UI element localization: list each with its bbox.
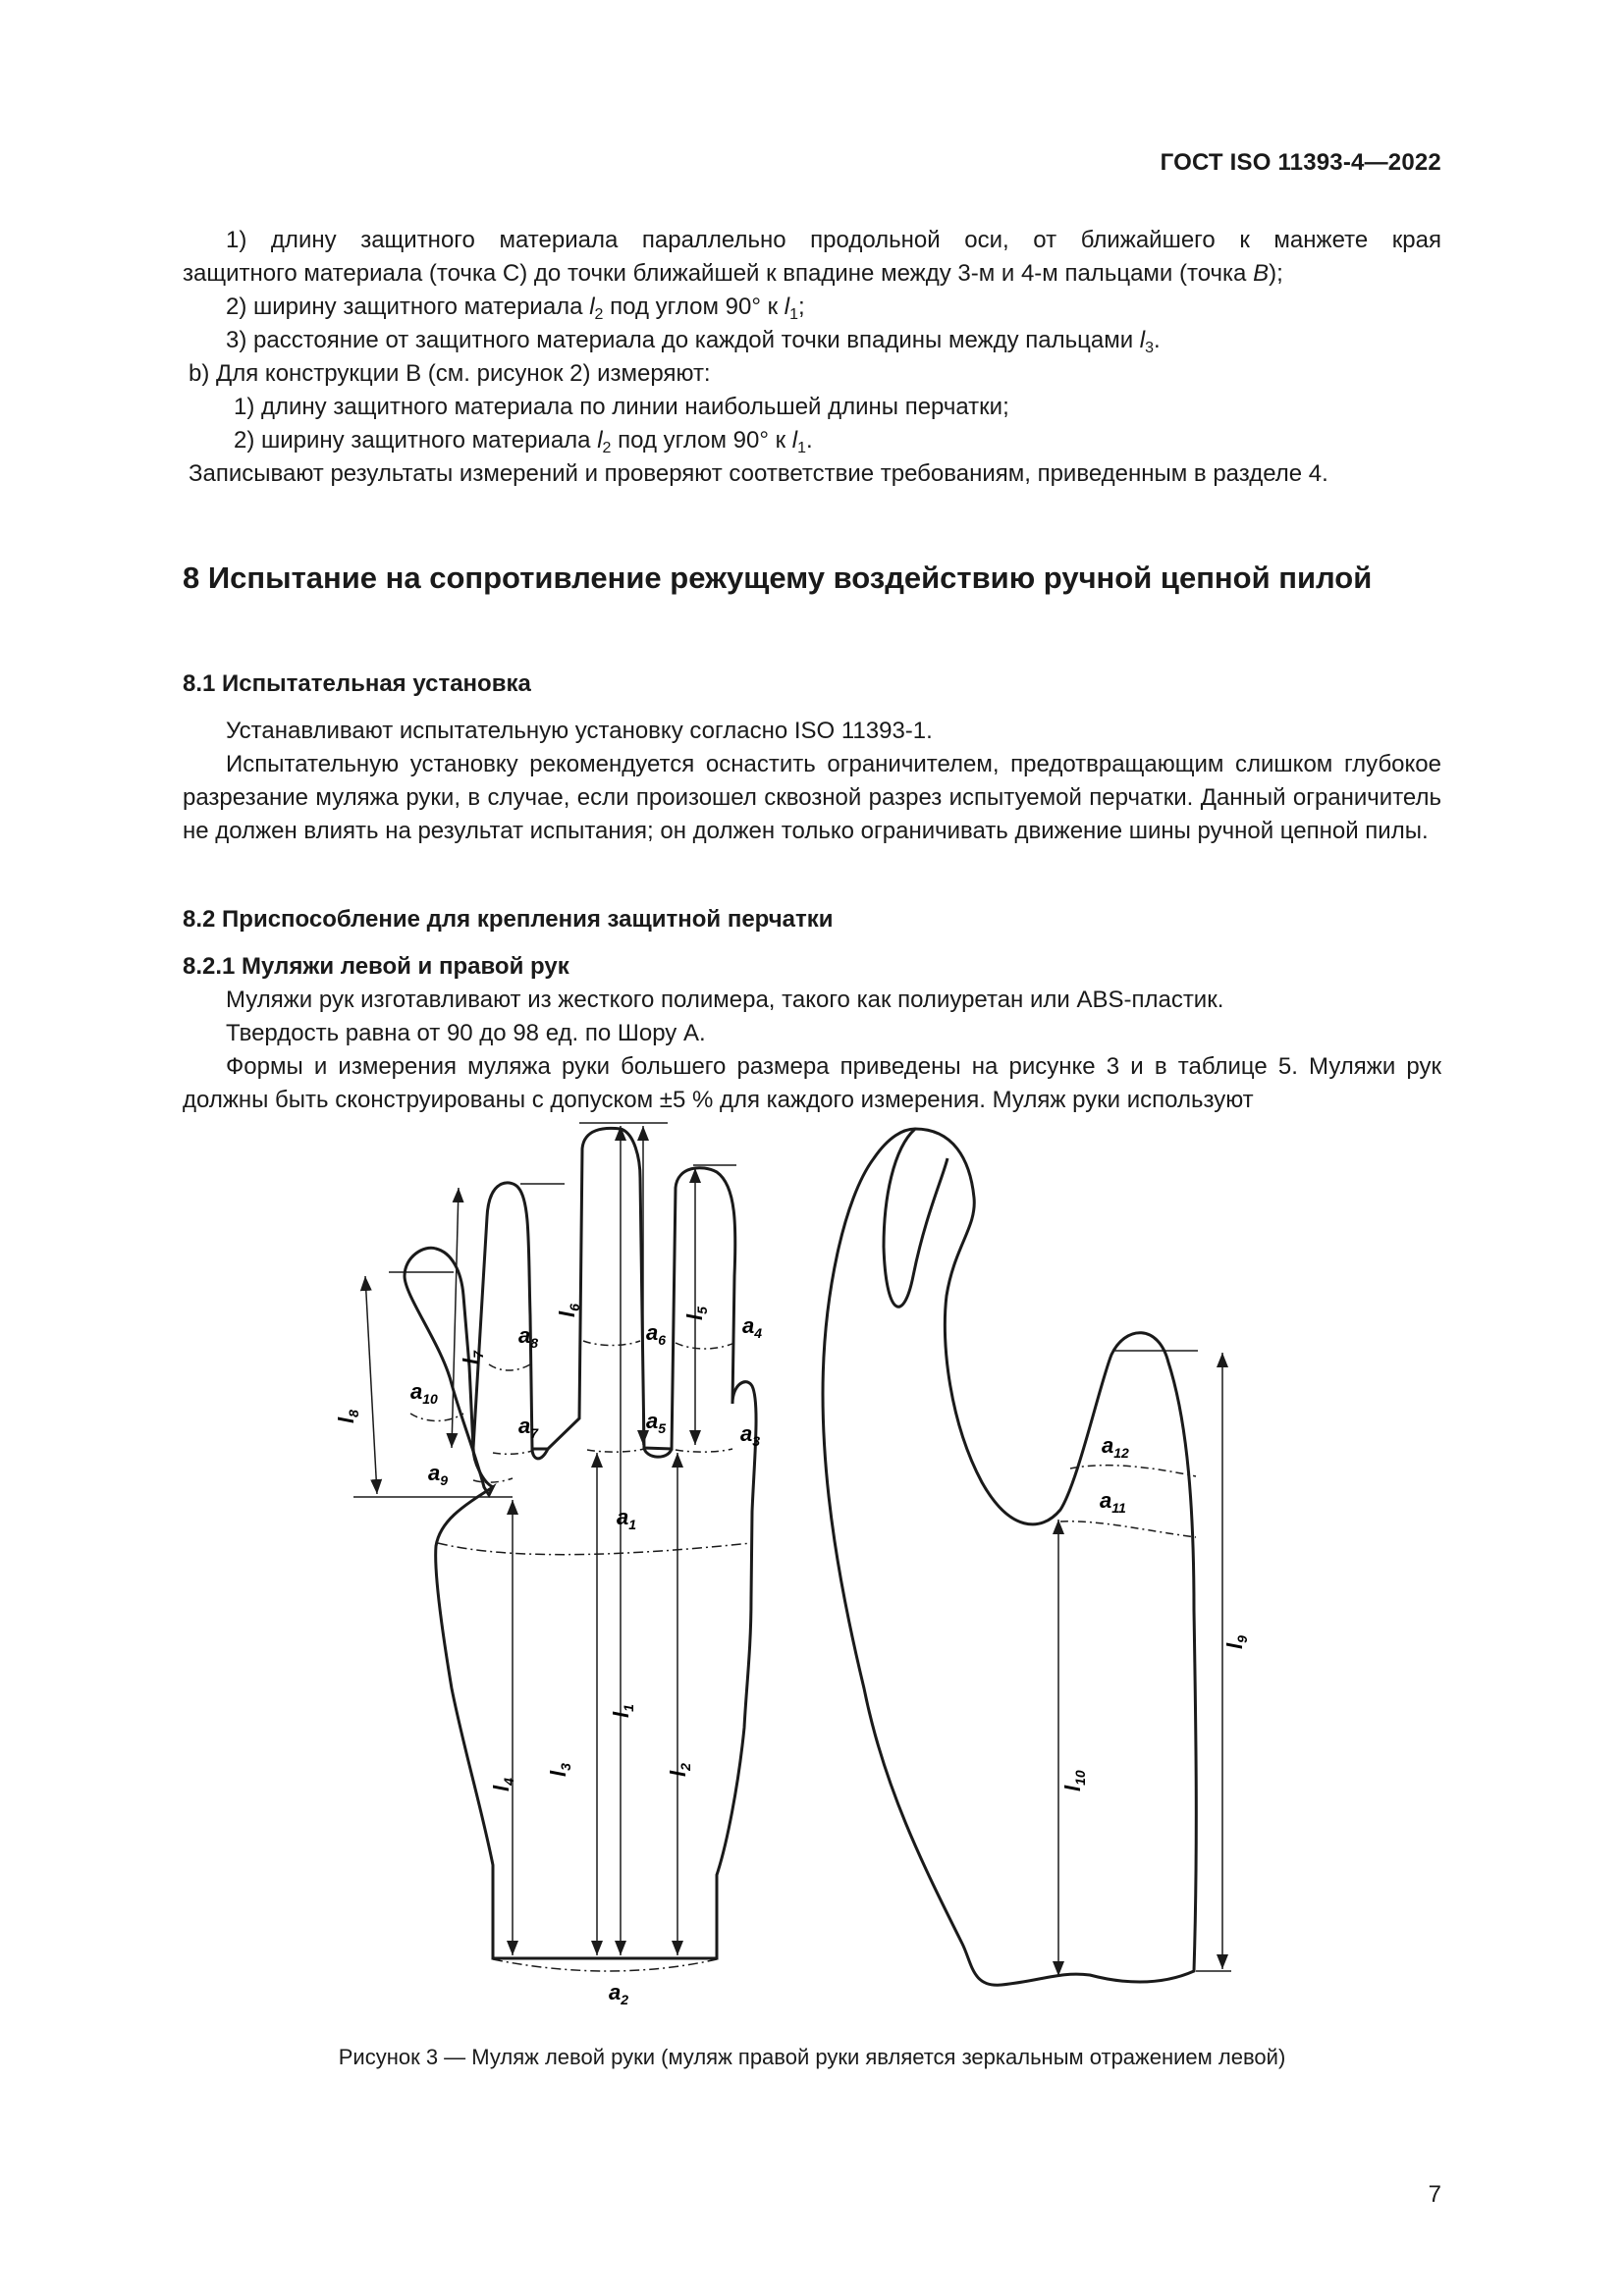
label-a2: $a_2$: [609, 1980, 629, 2007]
section-8-2-1-para1: Муляжи рук изготавливают из жесткого полимера, такого как полиуретан или ABS-пластик.: [226, 987, 1224, 1013]
label-l10: $l_{10}$: [1060, 1770, 1088, 1791]
label-a1: $a_1$: [617, 1505, 637, 1532]
label-a4: $a_4$: [742, 1313, 763, 1341]
label-a11: $a_{11}$: [1100, 1488, 1126, 1516]
document-header: ГОСТ ISO 11393-4—2022: [1160, 149, 1441, 176]
section-8-2-1-para3: Формы и измерения муляжа руки большего размера приведены на рисунке 3 и в таблице 5. Муляжи рук должны быть сконструированы с допуском ±5 % для каждого измерения. Муляж руки используют: [183, 1053, 1441, 1113]
label-l7: $l_7$: [459, 1351, 486, 1364]
list-a-item1-line1: 1) длину защитного материала параллельно продольной оси, от ближайшего к манжете края: [226, 227, 1441, 253]
label-l3: $l_3$: [546, 1763, 573, 1777]
label-a12: $a_{12}$: [1102, 1433, 1129, 1461]
line-a2: [493, 1959, 717, 1971]
label-l8: $l_8$: [334, 1410, 361, 1423]
section-8-1-para1: Устанавливают испытательную установку согласно ISO 11393-1.: [226, 718, 933, 744]
list-a-item3: 3) расстояние от защитного материала до каждой точки впадины между пальцами $l_3$.: [226, 327, 1161, 356]
label-l9: $l_9$: [1222, 1635, 1250, 1649]
section-8-2-1-title: 8.2.1 Муляжи левой и правой рук: [183, 953, 569, 980]
label-a6: $a_6$: [646, 1320, 667, 1348]
section-8-2-title: 8.2 Приспособление для крепления защитной перчатки: [183, 906, 834, 933]
label-a9: $a_9$: [428, 1461, 449, 1488]
label-l4: $l_4$: [489, 1778, 516, 1791]
section-8-1-title: 8.1 Испытательная установка: [183, 670, 531, 697]
line-a1: [438, 1543, 751, 1555]
list-a: [183, 224, 1441, 491]
list-b-item1: 1) длину защитного материала по линии наибольшей длины перчатки;: [234, 394, 1009, 420]
list-b-item2: 2) ширину защитного материала $l_2$ под углом 90° к $l_1$.: [234, 427, 813, 456]
list-a-item2: 2) ширину защитного материала $l_2$ под углом 90° к $l_1$;: [226, 294, 805, 323]
label-l6: $l_6$: [555, 1304, 582, 1317]
hand-dummy-figure: [255, 1099, 1473, 2042]
label-a5: $a_5$: [646, 1409, 667, 1436]
label-a7: $a_7$: [518, 1414, 539, 1441]
section-8-1-body: [183, 715, 1441, 848]
label-l5: $l_5$: [682, 1307, 710, 1320]
label-a8: $a_8$: [518, 1323, 539, 1351]
side-hand-outline: [823, 1129, 1196, 1985]
record-paragraph: Записывают результаты измерений и проверяют соответствие требованиям, приведенным в разделе 4.: [189, 460, 1328, 487]
list-b-intro: b) Для конструкции В (см. рисунок 2) измеряют:: [189, 360, 711, 387]
label-l2: $l_2$: [666, 1763, 693, 1777]
figure-caption: Рисунок 3 — Муляж левой руки (муляж правой руки является зеркальным отражением левой): [338, 2045, 1286, 2069]
section-8-title: 8 Испытание на сопротивление режущему воздействию ручной цепной пилой: [183, 561, 1373, 595]
section-8-2-1-para2: Твердость равна от 90 до 98 ед. по Шору А.: [226, 1020, 706, 1046]
page-number: 7: [1428, 2181, 1441, 2208]
label-a3: $a_3$: [740, 1421, 761, 1449]
section-8-2-1-body: [183, 984, 1441, 1117]
label-a10: $a_{10}$: [410, 1379, 438, 1407]
list-a-item1-line2: защитного материала (точка С) до точки ближайшей к впадине между 3-м и 4-м пальцами (точка B);: [183, 260, 1283, 287]
section-8-1-para2: Испытательную установку рекомендуется оснастить ограничителем, предотвращающим слишком глубокое разрезание муляжа руки, в случае, если произошел сквозной разрез испытуемой перчатки. Данный ограничитель не должен влиять на результат испытания; он должен только ограничивать движение шины ручной цепной пилы.: [183, 751, 1441, 844]
label-l1: $l_1$: [609, 1704, 636, 1718]
